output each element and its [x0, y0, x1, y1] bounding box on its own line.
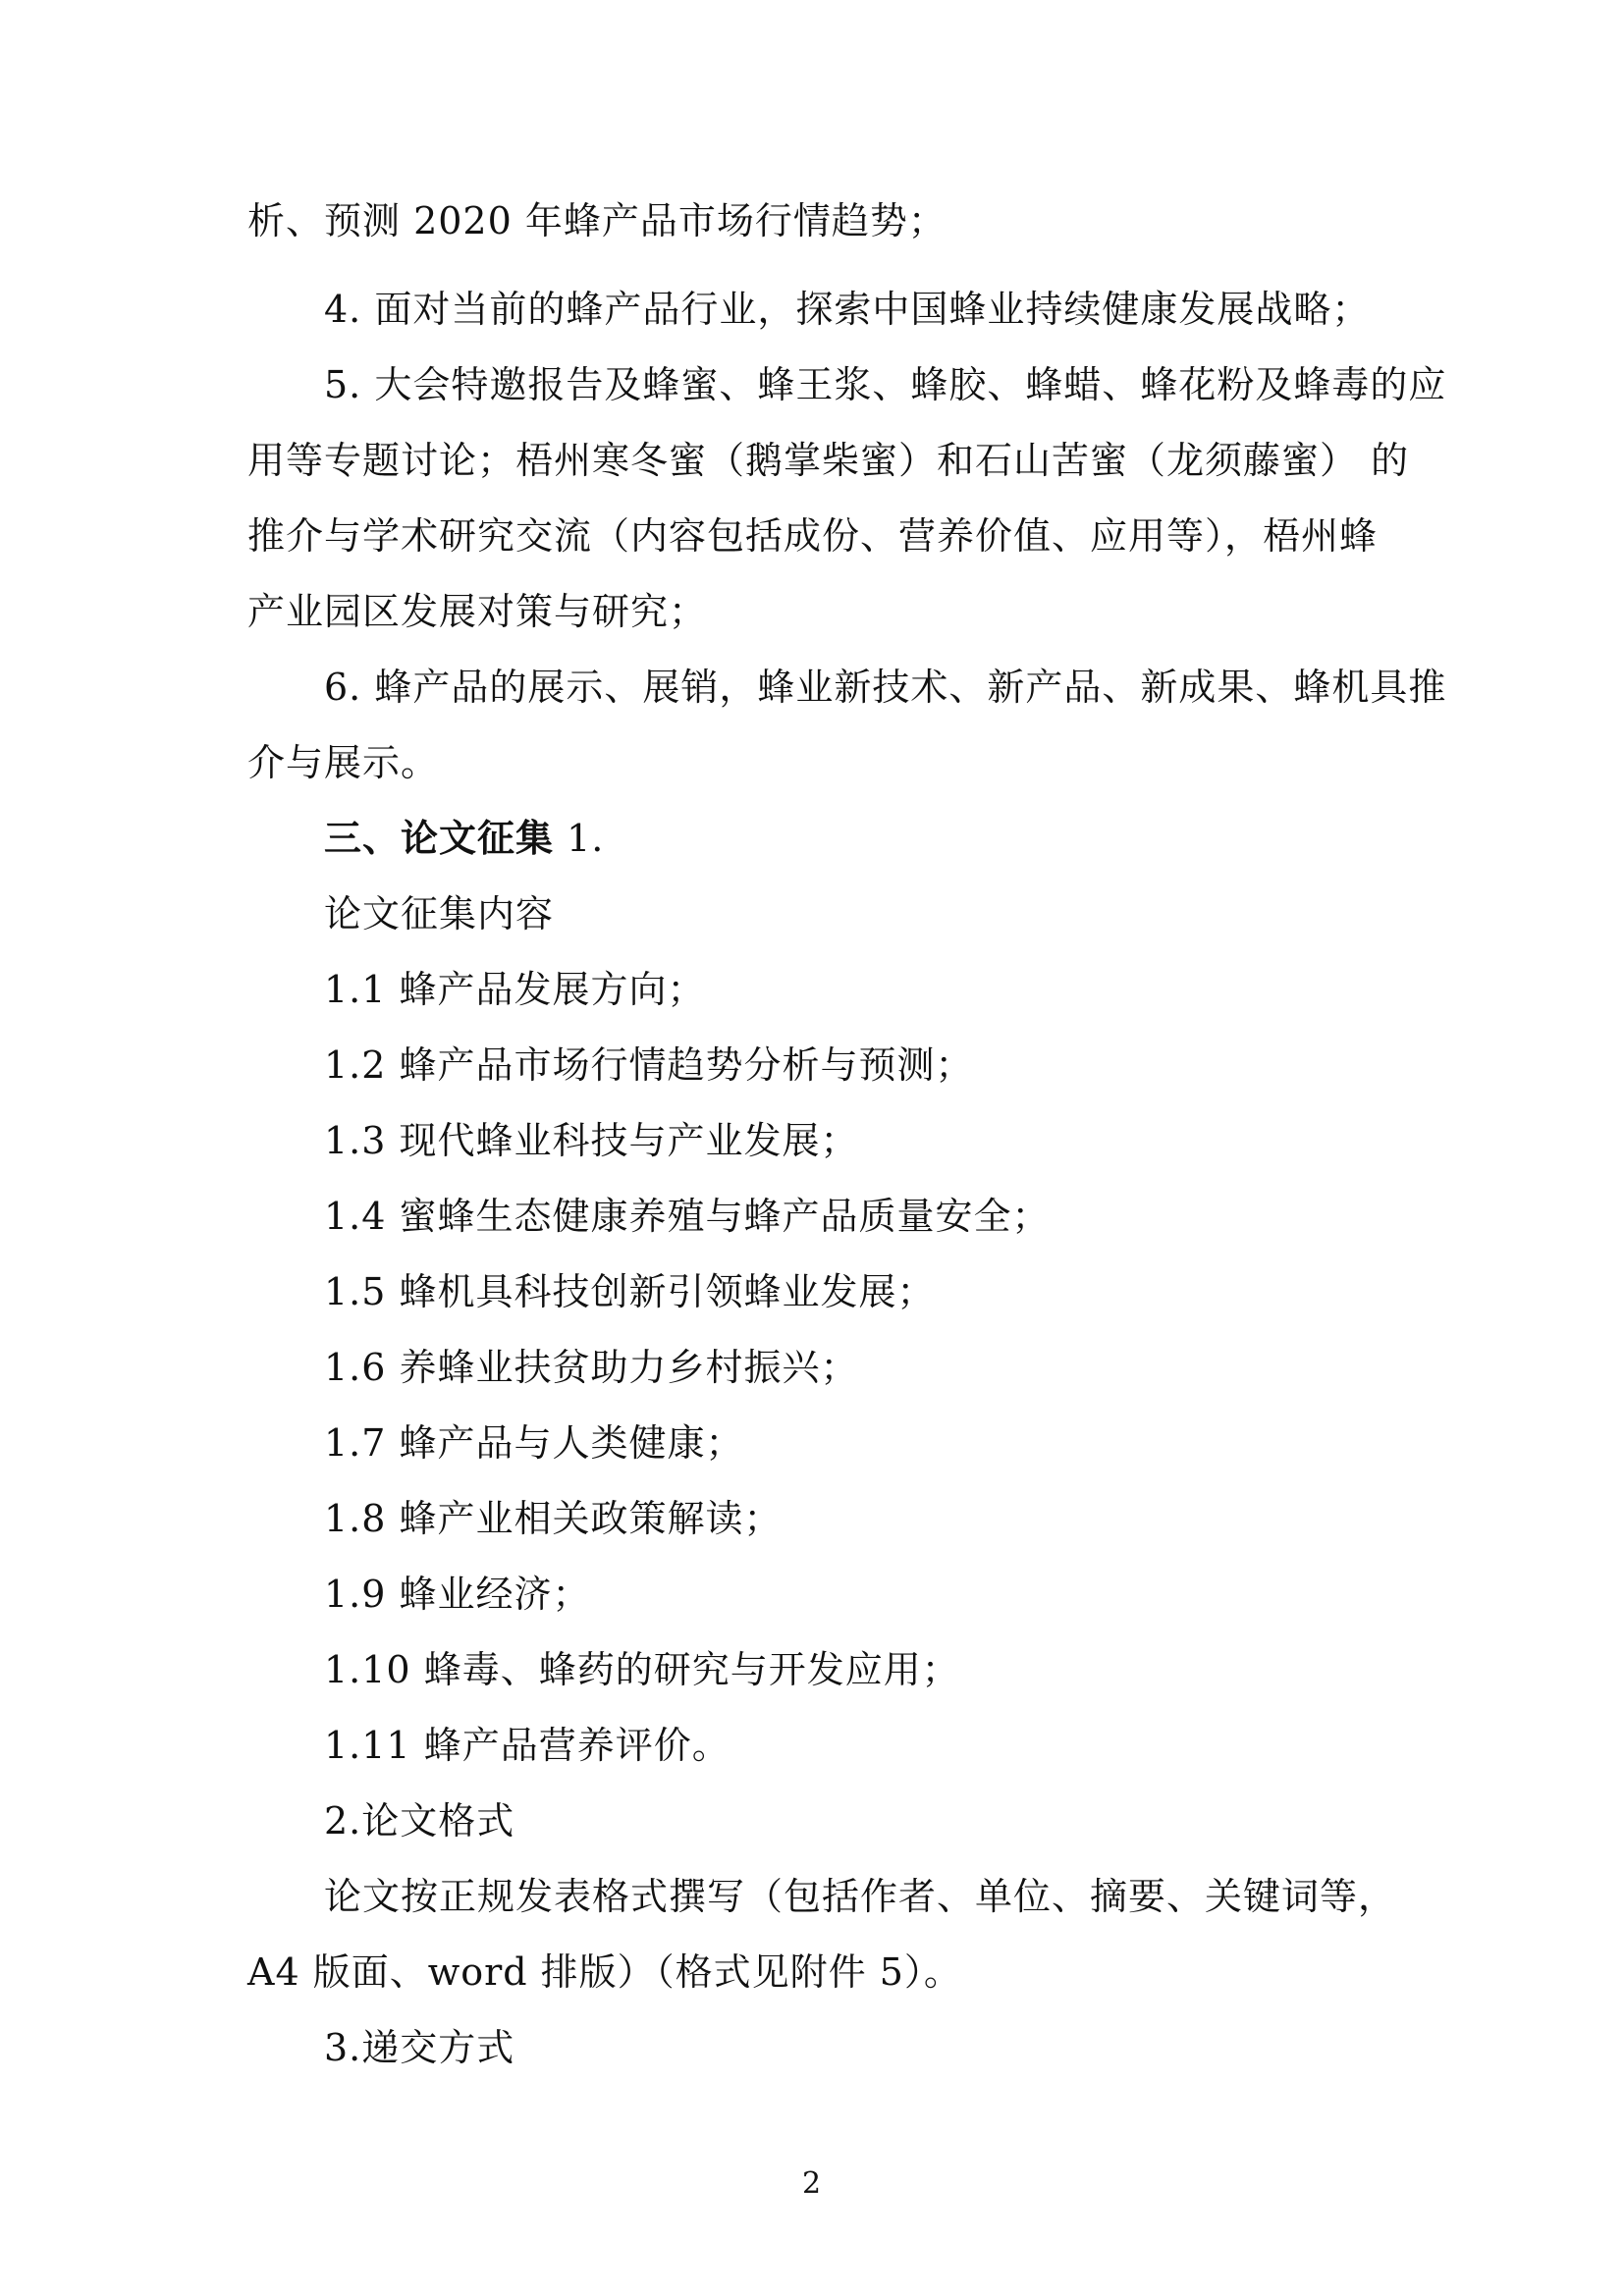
text-line: 6. 蜂产品的展示、展销，蜂业新技术、新产品、新成果、蜂机具推: [324, 666, 1447, 709]
text-line: 4. 面对当前的蜂产品行业，探索中国蜂业持续健康发展战略；: [324, 288, 1371, 331]
list-item: 1.3 现代蜂业科技与产业发展；: [324, 1119, 859, 1162]
text-line: 析、预测 2020 年蜂产品市场行情趋势；: [247, 199, 947, 242]
text-line: 产业园区发展对策与研究；: [247, 590, 708, 633]
list-item: 1.7 蜂产品与人类健康；: [324, 1421, 744, 1465]
text-line: 介与展示。: [247, 741, 440, 784]
list-item: 1.9 蜂业经济；: [324, 1573, 591, 1616]
list-item: 1.8 蜂产业相关政策解读；: [324, 1497, 783, 1540]
section-heading-suffix: 1.: [554, 817, 605, 860]
text-line: 2.论文格式: [324, 1799, 515, 1842]
list-item: 1.2 蜂产品市场行情趋势分析与预测；: [324, 1043, 974, 1087]
list-item: 1.6 养蜂业扶贫助力乡村振兴；: [324, 1346, 859, 1389]
text-line: 用等专题讨论；梧州寒冬蜜（鹅掌柴蜜）和石山苦蜜（龙须藤蜜） 的: [247, 439, 1410, 482]
section-heading-title: 三、论文征集: [324, 816, 555, 860]
list-item: 1.1 蜂产品发展方向；: [324, 968, 706, 1011]
text-line: A4 版面、word 排版）（格式见附件 5）。: [247, 1950, 962, 1994]
page-number: 2: [801, 2166, 822, 2201]
list-item: 1.10 蜂毒、蜂药的研究与开发应用；: [324, 1648, 960, 1691]
section-heading: [324, 814, 604, 863]
text-line: 论文征集内容: [324, 892, 555, 935]
list-item: 1.11 蜂产品营养评价。: [324, 1724, 730, 1767]
text-line: 5. 大会特邀报告及蜂蜜、蜂王浆、蜂胶、蜂蜡、蜂花粉及蜂毒的应: [324, 363, 1447, 406]
list-item: 1.5 蜂机具科技创新引领蜂业发展；: [324, 1270, 936, 1313]
text-line: 推介与学术研究交流（内容包括成份、营养价值、应用等），梧州蜂: [247, 514, 1379, 558]
text-line: 论文按正规发表格式撰写（包括作者、单位、摘要、关键词等，: [324, 1875, 1397, 1918]
list-item: 1.4 蜜蜂生态健康养殖与蜂产品质量安全；: [324, 1195, 1051, 1238]
text-line: 3.递交方式: [324, 2026, 515, 2069]
